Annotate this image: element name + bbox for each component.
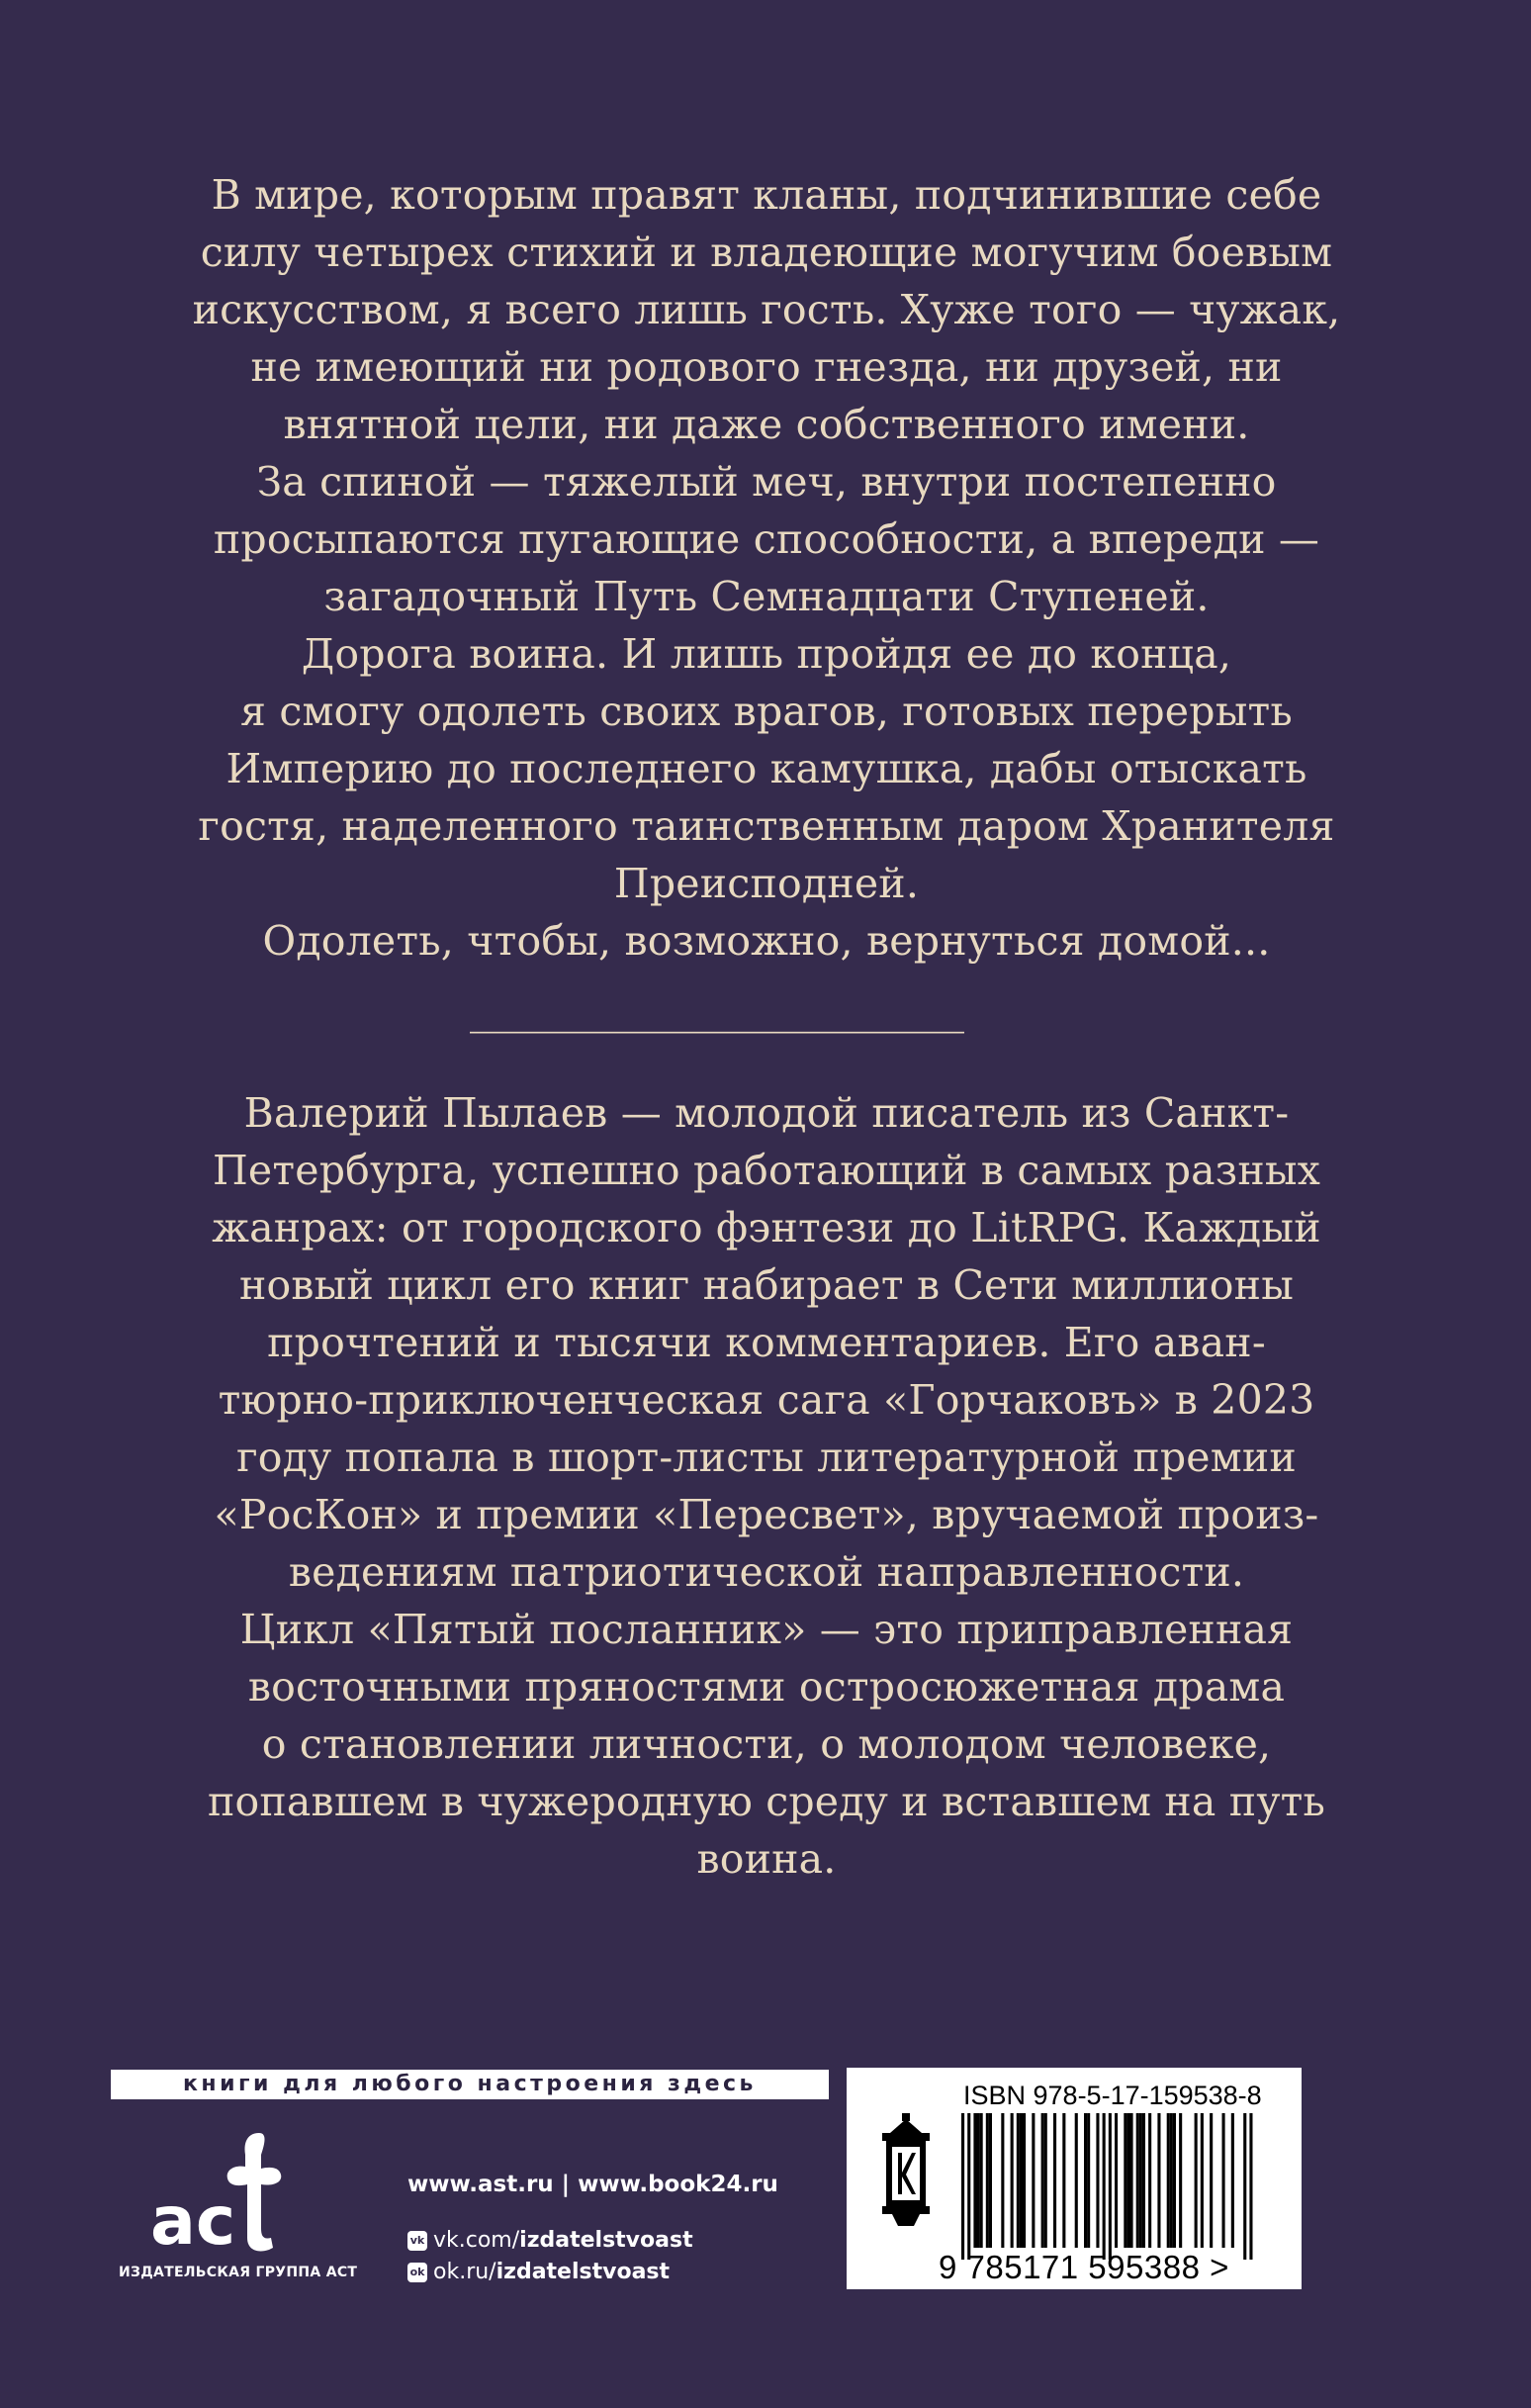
- barcode-bar: [1032, 2113, 1035, 2248]
- barcode-bar: [1017, 2113, 1020, 2248]
- barcode-bar: [1148, 2113, 1151, 2248]
- annotation-line: За спиной — тяжелый меч, внутри постепенно: [256, 458, 1277, 506]
- bio-line: году попала в шорт-листы литературной премии: [236, 1434, 1297, 1481]
- barcode-bar: [1210, 2113, 1213, 2248]
- bio-line: «РосКон» и премии «Пересвет», вручаемой произ-: [214, 1491, 1319, 1538]
- barcode-bar: [1124, 2113, 1126, 2248]
- bio-line: воина.: [696, 1835, 837, 1883]
- barcode-bar: [973, 2113, 976, 2248]
- bio-line: тюрно-приключенческая сага «Горчаковъ» в 2023: [218, 1376, 1315, 1424]
- barcode-bars: [961, 2113, 1253, 2260]
- social-vk-prefix: vk.com/: [433, 2228, 520, 2253]
- barcode-bar: [961, 2113, 964, 2260]
- social-link-vk[interactable]: [407, 2226, 693, 2256]
- barcode-bar: [1084, 2113, 1087, 2248]
- barcode-bar: [1136, 2113, 1139, 2248]
- bio-line: Цикл «Пятый посланник» — это приправленная: [239, 1606, 1294, 1653]
- ok-icon: ok: [407, 2263, 427, 2282]
- annotation-line: гостя, наделенного таинственным даром Хранителя: [198, 802, 1335, 850]
- barcode-digits: 9 785171 595388 >: [939, 2249, 1229, 2285]
- social-ok-handle: izdatelstvoast: [495, 2260, 671, 2284]
- annotation-line: силу четырех стихий и владеющие могучим боевым: [200, 229, 1333, 276]
- barcode-bar: [986, 2113, 989, 2248]
- author-bio-text: [109, 1084, 1424, 1888]
- annotation-line: В мире, которым правят кланы, подчинившие себе: [211, 171, 1322, 219]
- barcode-bar: [1041, 2113, 1044, 2248]
- barcode-bar: [1201, 2113, 1204, 2248]
- annotation-line: я смогу одолеть своих врагов, готовых перерыть: [240, 688, 1293, 735]
- barcode-bar: [1096, 2113, 1099, 2248]
- publisher-tagline: книги для любого настроения здесь: [111, 2070, 829, 2099]
- bio-line: прочтений и тысячи комментариев. Его аван-: [267, 1319, 1266, 1366]
- social-ok-prefix: ok.ru/: [433, 2260, 496, 2284]
- bio-line: новый цикл его книг набирает в Сети миллионы: [238, 1261, 1295, 1309]
- annotation-line: искусством, я всего лишь гость. Хуже того — чужак,: [192, 286, 1341, 333]
- barcode-bar: [1167, 2113, 1170, 2248]
- barcode-bar: [1222, 2113, 1225, 2248]
- barcode-bar: [1231, 2113, 1234, 2248]
- barcode-bar: [1109, 2113, 1112, 2260]
- barcode-bar: [989, 2113, 992, 2248]
- bio-line: о становлении личности, о молодом человеке,: [261, 1720, 1272, 1768]
- barcode-bar: [1087, 2113, 1090, 2248]
- bio-line: попавшем в чужеродную среду и вставшем на путь: [207, 1778, 1326, 1825]
- barcode-bar: [1001, 2113, 1004, 2248]
- bio-line: Петербурга, успешно работающий в самых разных: [212, 1147, 1321, 1194]
- barcode-bar: [1249, 2113, 1252, 2260]
- barcode-bar: [1170, 2113, 1173, 2248]
- lantern-icon: [882, 2113, 930, 2226]
- barcode-bar: [1195, 2113, 1198, 2248]
- barcode-bar: [1023, 2113, 1026, 2248]
- bio-line: жанрах: от городского фэнтези до LitRPG. Каждый: [212, 1204, 1321, 1251]
- barcode-bar: [1115, 2113, 1118, 2248]
- barcode-bar: [1103, 2113, 1106, 2260]
- barcode-bar: [1243, 2113, 1246, 2260]
- barcode-bar: [1157, 2113, 1160, 2248]
- ast-logo-letters: ac: [150, 2182, 236, 2261]
- annotation-line: Преисподней.: [613, 860, 920, 907]
- section-divider: _________________________: [470, 988, 964, 1034]
- barcode-bar: [1139, 2113, 1142, 2248]
- barcode-bar: [1053, 2113, 1056, 2248]
- bio-line: ведениям патриотической направленности.: [288, 1548, 1245, 1596]
- bio-line: восточными пряностями остросюжетная драма: [247, 1663, 1286, 1711]
- publisher-websites[interactable]: www.ast.ru | www.book24.ru: [407, 2172, 778, 2197]
- vk-icon: vk: [407, 2231, 427, 2251]
- social-link-ok[interactable]: [407, 2258, 670, 2287]
- barcode-bar: [980, 2113, 983, 2248]
- annotation-line: Империю до последнего камушка, дабы отыскать: [225, 745, 1307, 792]
- annotation-line: Одолеть, чтобы, возможно, вернуться домой...: [262, 917, 1271, 965]
- bio-line: Валерий Пылаев — молодой писатель из Санкт-: [243, 1089, 1290, 1137]
- annotation-line: Дорога воина. И лишь пройдя ее до конца,: [301, 630, 1232, 678]
- annotation-line: просыпаются пугающие способности, а впереди —: [213, 515, 1320, 563]
- barcode-bar: [1020, 2113, 1023, 2248]
- annotation-line: не имеющий ни родового гнезда, ни друзей, ни: [250, 343, 1283, 391]
- barcode-bar: [1062, 2113, 1065, 2248]
- barcode-bar: [1173, 2113, 1176, 2248]
- barcode-bar: [1044, 2113, 1047, 2248]
- barcode-bar: [1179, 2113, 1182, 2248]
- ast-logo-icon: [148, 2127, 307, 2261]
- annotation-line: загадочный Путь Семнадцати Ступеней.: [323, 573, 1210, 620]
- barcode-bar: [1142, 2113, 1145, 2248]
- barcode-bar: [977, 2113, 980, 2248]
- annotation-text: [109, 166, 1424, 970]
- barcode-bar: [1130, 2113, 1133, 2248]
- barcode-bar: [1011, 2113, 1014, 2248]
- isbn-number: ISBN 978-5-17-159538-8: [963, 2081, 1262, 2110]
- annotation-line: внятной цели, ни даже собственного имени.: [283, 401, 1250, 448]
- publisher-name: ИЗДАТЕЛЬСКАЯ ГРУППА АСТ: [119, 2265, 358, 2280]
- barcode-bar: [1075, 2113, 1078, 2248]
- barcode-panel: [847, 2068, 1302, 2289]
- barcode-bar: [967, 2113, 970, 2260]
- social-vk-handle: izdatelstvoast: [519, 2228, 693, 2253]
- barcode-bar: [1126, 2113, 1129, 2248]
